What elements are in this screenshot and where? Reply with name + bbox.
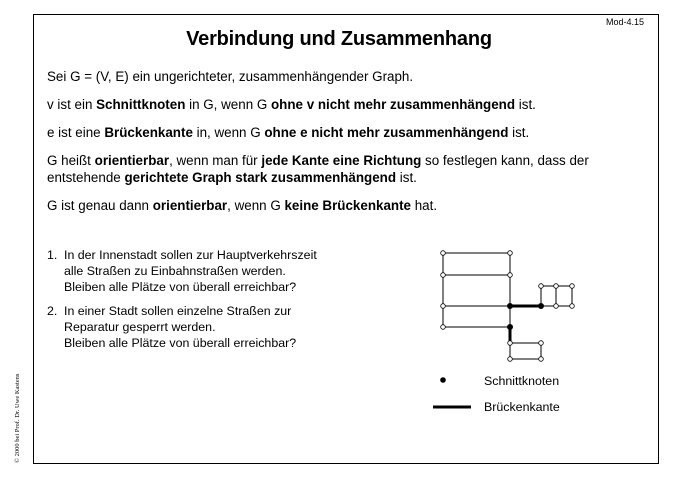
- graph-vertex: [441, 304, 446, 309]
- graph-vertex: [441, 325, 446, 330]
- question-number: 1.: [47, 248, 58, 262]
- cut-vertex: [538, 303, 544, 309]
- graph-vertex: [554, 284, 559, 289]
- graph-vertex: [570, 284, 575, 289]
- text-segment: ist.: [515, 97, 536, 112]
- text-segment: in G, wenn G: [185, 97, 271, 112]
- text-segment: ist.: [508, 125, 530, 140]
- text-segment: hat.: [410, 198, 438, 213]
- term-orientable: orientierbar: [94, 153, 170, 168]
- question-line: Bleiben alle Plätze von überall erreichbar?: [64, 336, 297, 350]
- text-segment: , wenn man für: [169, 153, 262, 168]
- cut-vertex: [507, 303, 513, 309]
- definition-intro: Sei G = (V, E) ein ungerichteter, zusammenhängender Graph.: [47, 69, 414, 84]
- question-line: Bleiben alle Plätze von überall erreichbar?: [64, 280, 297, 294]
- text-segment: e ist eine: [47, 125, 105, 140]
- graph-vertex: [508, 273, 513, 278]
- copyright-notice: © 2000 bei Prof. Dr. Uwe Kastens: [14, 373, 21, 463]
- legend-bridge-label: Brückenkante: [484, 400, 560, 414]
- graph-vertex: [508, 357, 513, 362]
- text-segment: G ist genau dann: [47, 198, 153, 213]
- slide-id: Mod-4.15: [605, 17, 644, 27]
- graph-vertex: [539, 284, 544, 289]
- text-segment: G heißt: [47, 153, 95, 168]
- text-segment: so festlegen kann, dass der: [421, 153, 589, 168]
- graph-vertex: [554, 304, 559, 309]
- question-line: In der Innenstadt sollen zur Hauptverkehrszeit: [64, 248, 317, 262]
- graph-vertex: [508, 251, 513, 256]
- cut-vertex: [507, 324, 513, 330]
- condition-text: keine Brückenkante: [284, 198, 411, 213]
- text-segment: in, wenn G: [192, 125, 265, 140]
- page-title: Verbindung und Zusammenhang: [186, 28, 492, 50]
- term-cut-vertex: Schnittknoten: [96, 97, 186, 112]
- text-segment: v ist ein: [47, 97, 97, 112]
- graph-vertex: [570, 304, 575, 309]
- graph-vertex: [539, 357, 544, 362]
- graph-vertex: [441, 251, 446, 256]
- question-line: In einer Stadt sollen einzelne Straßen zur: [64, 304, 292, 318]
- condition-text: ohne e nicht mehr zusammenhängend: [264, 125, 509, 140]
- text-segment: entstehende: [47, 170, 125, 185]
- condition-text: gerichtete Graph stark zusammenhängend: [124, 170, 397, 185]
- term-orientable: orientierbar: [152, 198, 228, 213]
- question-line: alle Straßen zu Einbahnstraßen werden.: [64, 264, 286, 278]
- condition-text: ohne v nicht mehr zusammenhängend: [271, 97, 516, 112]
- question-number: 2.: [47, 304, 58, 318]
- legend-cut-vertex-symbol: [440, 377, 446, 383]
- legend-cut-vertex-label: Schnittknoten: [484, 374, 560, 388]
- term-bridge: Brückenkante: [104, 125, 193, 140]
- text-segment: , wenn G: [227, 198, 285, 213]
- graph-vertex: [508, 341, 513, 346]
- graph-vertex: [441, 273, 446, 278]
- condition-text: jede Kante eine Richtung: [261, 153, 422, 168]
- text-segment: ist.: [396, 170, 417, 185]
- question-line: Reparatur gesperrt werden.: [64, 320, 216, 334]
- graph-vertex: [539, 341, 544, 346]
